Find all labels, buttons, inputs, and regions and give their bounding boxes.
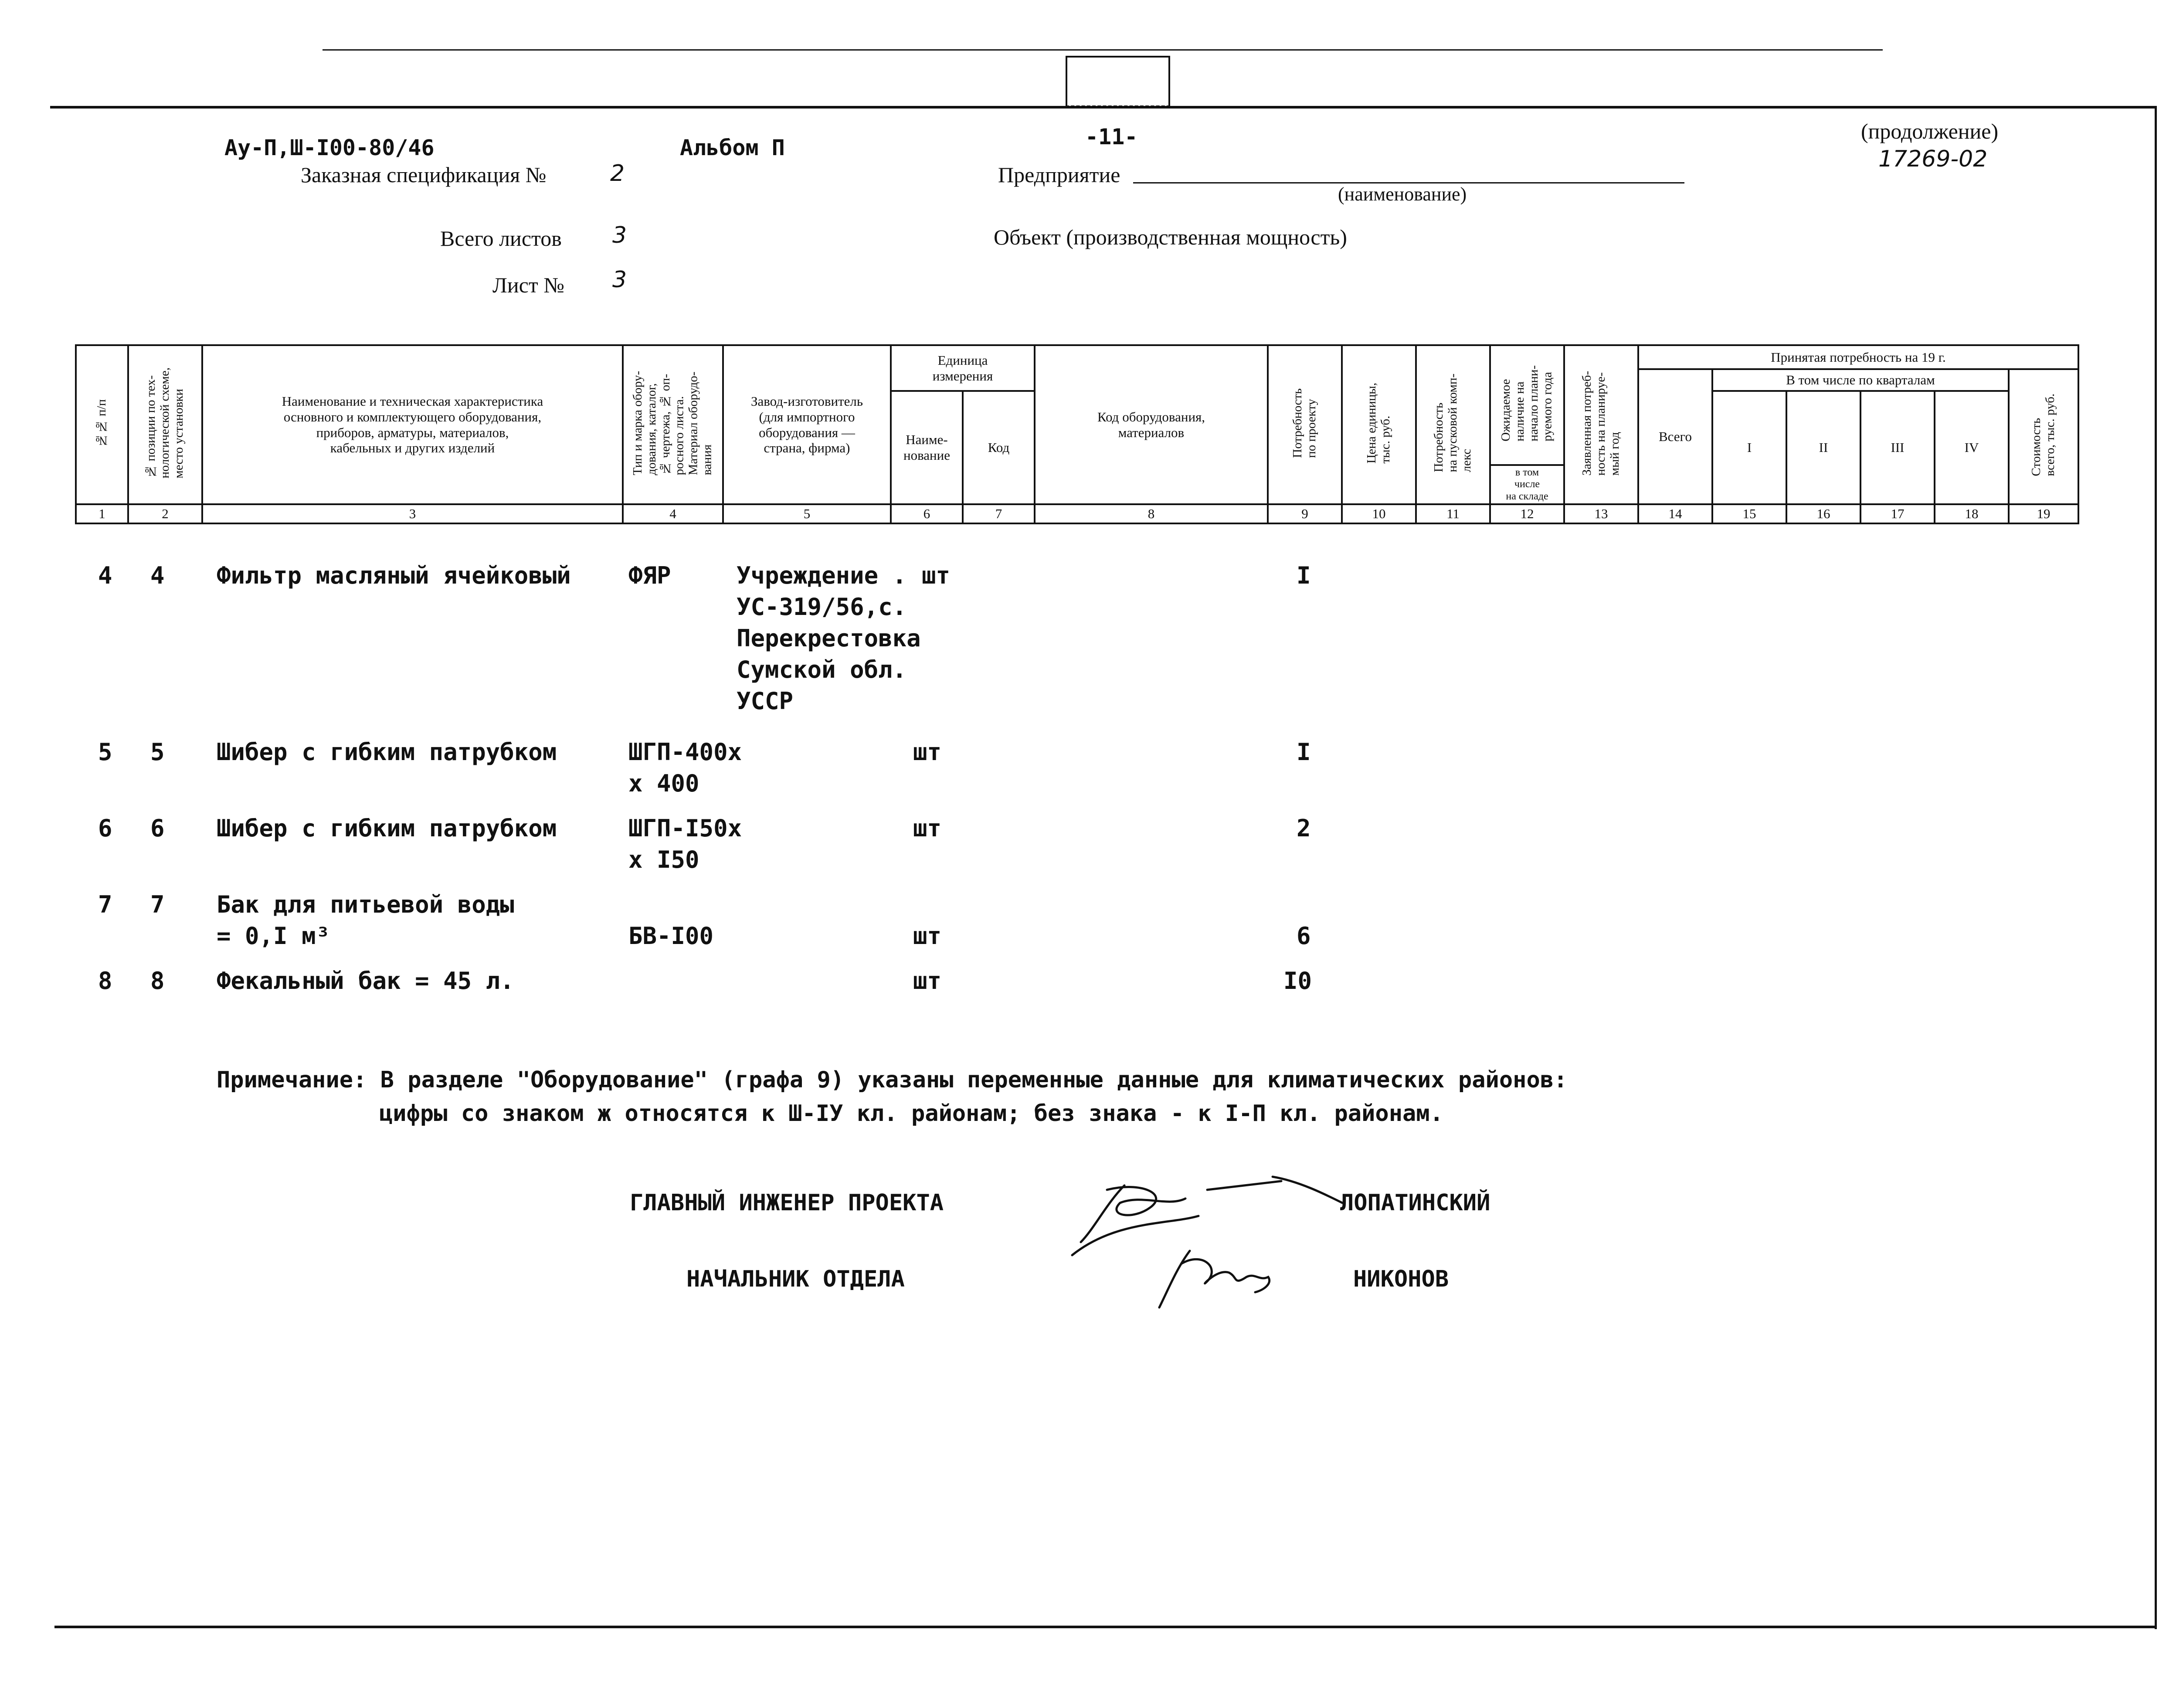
bottom-main-rule	[54, 1626, 2156, 1628]
note-line-1: Примечание: В разделе "Оборудование" (графа 9) указаны переменные данные для климатических районов:	[217, 1067, 1568, 1093]
row-6-n: 6	[98, 815, 112, 842]
row-7-unit: шт	[913, 922, 942, 950]
col-8-header: Код оборудования, материалов	[1035, 345, 1268, 504]
sheet-value: 3	[612, 267, 627, 293]
row-6-type: ШГП-I50х х I50	[628, 815, 742, 873]
total-sheets-value: 3	[612, 222, 627, 248]
column-number-11: 11	[1416, 504, 1490, 523]
row-4-type: ФЯР	[628, 562, 671, 589]
column-number-9: 9	[1268, 504, 1342, 523]
row-8-unit: шт	[913, 967, 942, 995]
row-5-pos: 5	[150, 738, 165, 766]
department-head-name: НИКОНОВ	[1353, 1266, 1449, 1292]
doc-number: 17269-02	[1878, 146, 1988, 172]
col-1-header: №№ п/п	[76, 345, 128, 504]
sheet-label: Лист №	[492, 273, 564, 297]
col-6-header: Наиме- нование	[891, 391, 963, 504]
row-5-name: Шибер с гибким патрубком	[217, 738, 557, 766]
department-head-title: НАЧАЛЬНИК ОТДЕЛА	[686, 1266, 905, 1292]
col-10-header: Цена единицы, тыс. руб.	[1342, 345, 1416, 504]
column-number-7: 7	[963, 504, 1035, 523]
enterprise-caption: (наименование)	[1338, 183, 1467, 205]
column-number-15: 15	[1712, 504, 1786, 523]
stamp-box	[1066, 56, 1170, 107]
chief-engineer-title: ГЛАВНЫЙ ИНЖЕНЕР ПРОЕКТА	[630, 1190, 944, 1216]
row-8-pos: 8	[150, 967, 165, 995]
column-number-5: 5	[723, 504, 891, 523]
column-number-19: 19	[2009, 504, 2078, 523]
column-number-14: 14	[1638, 504, 1712, 523]
column-number-1: 1	[76, 504, 128, 523]
column-number-row	[76, 504, 2078, 523]
col-15-header: I	[1712, 391, 1786, 504]
top-thin-rule	[323, 49, 1883, 51]
column-number-16: 16	[1786, 504, 1860, 523]
chief-engineer-name: ЛОПАТИНСКИЙ	[1340, 1190, 1490, 1216]
column-number-3: 3	[202, 504, 623, 523]
album-label: Альбом П	[680, 135, 785, 160]
page-number: -11-	[1085, 124, 1138, 149]
column-number-13: 13	[1564, 504, 1638, 523]
row-8-n: 8	[98, 967, 112, 995]
right-border	[2155, 106, 2157, 1629]
col-9-header: Потребность по проекту	[1268, 345, 1342, 504]
row-4-pos: 4	[150, 562, 165, 589]
col-17-header: III	[1860, 391, 1935, 504]
col-14-header: Всего	[1638, 369, 1712, 504]
row-6-name: Шибер с гибким патрубком	[217, 815, 557, 842]
column-number-4: 4	[623, 504, 723, 523]
row-6-qty: 2	[1297, 815, 1311, 842]
row-4-maker: Учреждение . УС-319/56,с. Перекрестовка Сумской обл. УССР	[737, 562, 921, 715]
col-16-header: II	[1786, 391, 1860, 504]
order-spec-label: Заказная спецификация №	[301, 163, 547, 187]
total-sheets-label: Всего листов	[440, 226, 562, 251]
col-18-header: IV	[1935, 391, 2009, 504]
department-head-signature	[1151, 1242, 1290, 1316]
spec-table-header	[75, 344, 2079, 524]
row-4-n: 4	[98, 562, 112, 589]
row-8-qty: I0	[1283, 967, 1312, 995]
row-5-unit: шт	[913, 738, 942, 766]
object-label: Объект (производственная мощность)	[994, 225, 1347, 249]
quarters-group-header: В том числе по кварталам	[1712, 369, 2009, 391]
col-7-header: Код	[963, 391, 1035, 504]
continuation-label: (продолжение)	[1861, 119, 1999, 143]
col-3-header: Наименование и техническая характеристика основного и комплектующего оборудования, приборов, арматуры, материалов, кабельных и других изделий	[202, 345, 623, 504]
column-number-12: 12	[1490, 504, 1564, 523]
enterprise-label: Предприятие	[998, 163, 1120, 187]
row-7-name: Бак для питьевой воды = 0,I м³	[217, 891, 514, 950]
row-5-type: ШГП-400х х 400	[628, 738, 742, 797]
row-4-unit: шт	[922, 562, 951, 589]
col-2-header: № позиции по тех- нологической схеме, место установки	[128, 345, 202, 504]
column-number-18: 18	[1935, 504, 2009, 523]
col-13-header: Заявленная потреб- ность на планируе- мый год	[1564, 345, 1638, 504]
note-line-2: цифры со знаком ж относятся к Ш-IУ кл. районам; без знака - к I-П кл. районам.	[379, 1100, 1443, 1127]
row-5-qty: I	[1297, 738, 1311, 766]
col-19-header: Стоимость всего, тыс. руб.	[2009, 369, 2078, 504]
accepted-group-header: Принятая потребность на 19 г.	[1638, 345, 2078, 369]
column-number-17: 17	[1860, 504, 1935, 523]
row-7-qty: 6	[1297, 922, 1311, 950]
row-8-name: Фекальный бак = 45 л.	[217, 967, 514, 995]
column-number-8: 8	[1035, 504, 1268, 523]
col-12-sub-header: в том числе на складе	[1490, 465, 1564, 504]
row-7-type: БВ-I00	[628, 922, 714, 950]
col-11-header: Потребность на пусковой комп- лекс	[1416, 345, 1490, 504]
col-5-header: Завод-изготовитель (для импортного оборудования — страна, фирма)	[723, 345, 891, 504]
row-6-pos: 6	[150, 815, 165, 842]
row-4-qty: I	[1297, 562, 1311, 589]
col-4-header: Тип и марка обору- дования, каталог, № чертежа, № оп- росного листа. Материал оборудо- вания	[623, 345, 723, 504]
row-4-name: Фильтр масляный ячейковый	[217, 562, 571, 589]
row-5-n: 5	[98, 738, 112, 766]
order-spec-value: 2	[610, 160, 625, 187]
unit-group-header: Единица измерения	[891, 345, 1035, 391]
column-number-2: 2	[128, 504, 202, 523]
row-6-unit: шт	[913, 815, 942, 842]
column-number-10: 10	[1342, 504, 1416, 523]
row-7-n: 7	[98, 891, 112, 918]
column-number-6: 6	[891, 504, 963, 523]
row-7-pos: 7	[150, 891, 165, 918]
series-code: Ау-П,Ш-I00-80/46	[224, 135, 435, 160]
col-12-header: Ожидаемое наличие на начало плани- руемого года	[1490, 345, 1564, 465]
